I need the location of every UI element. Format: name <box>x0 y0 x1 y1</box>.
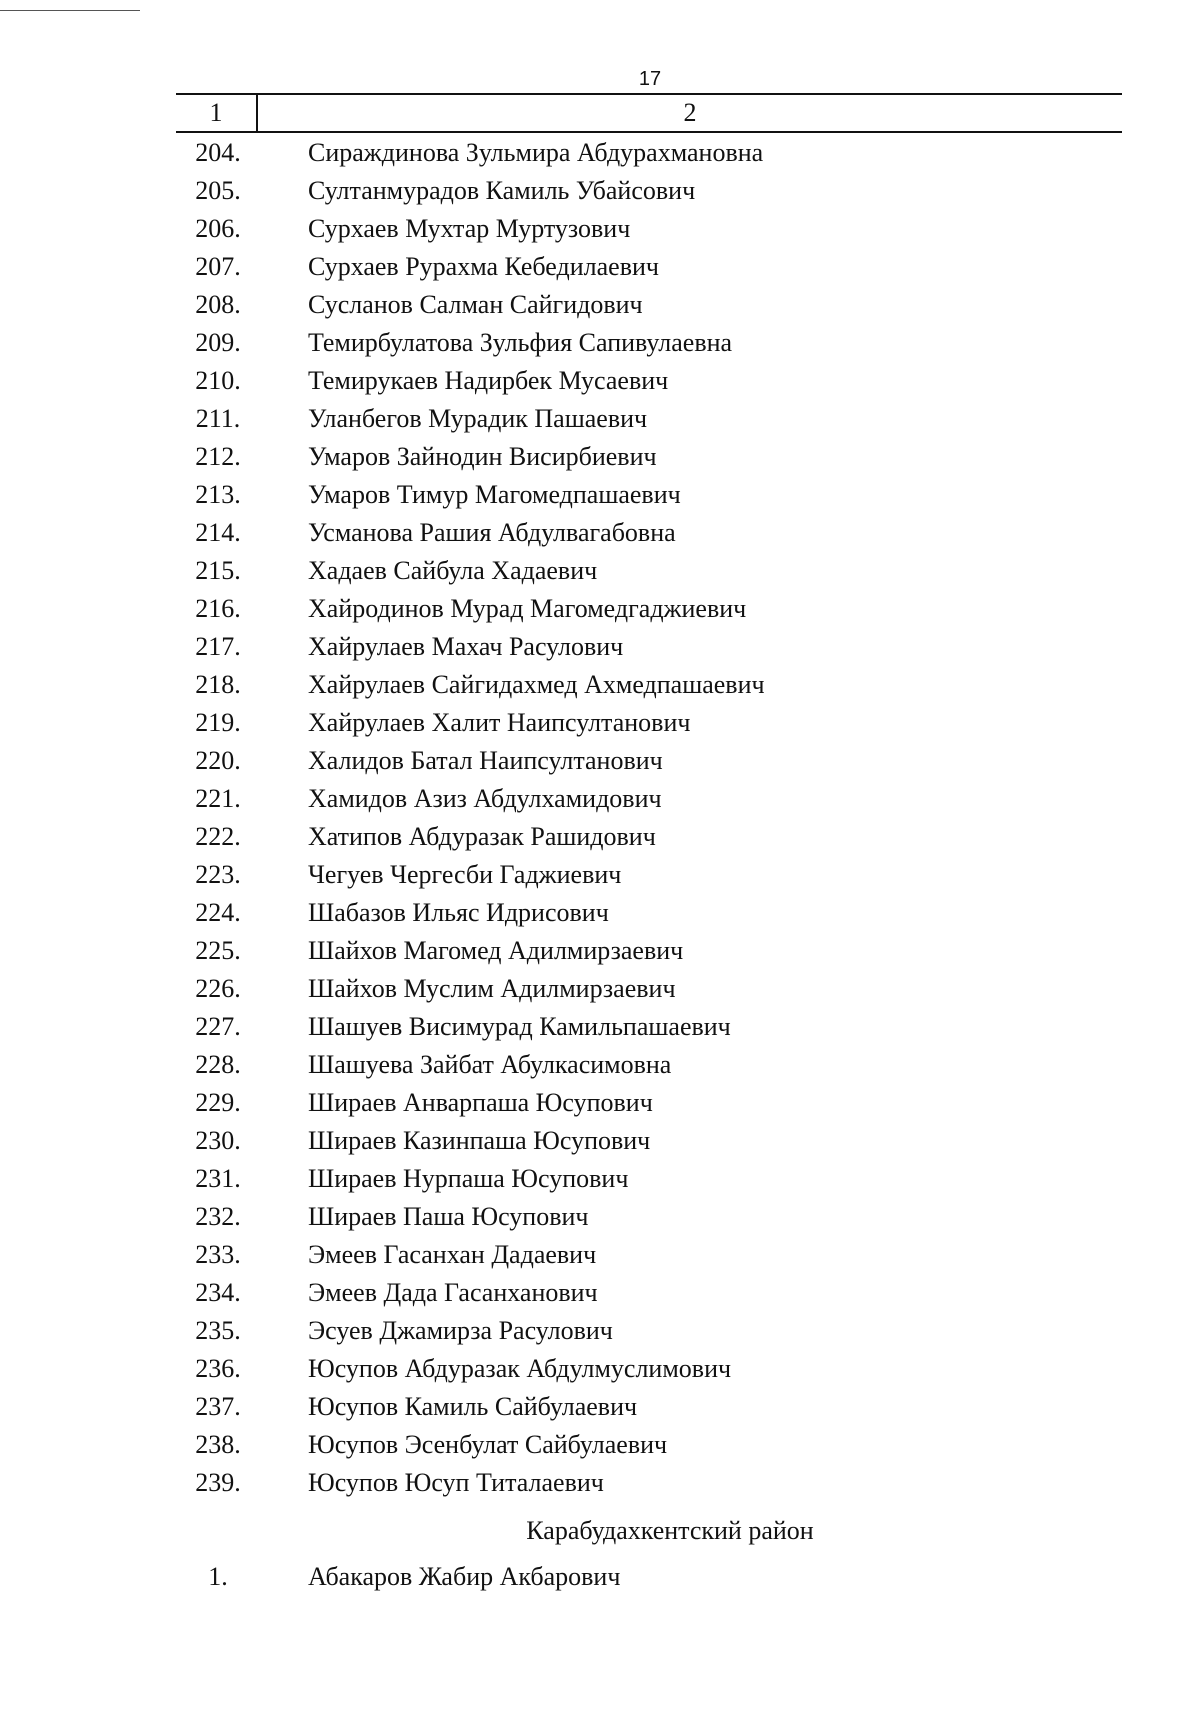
entry-name: Хайрулаев Махач Расулович <box>308 632 624 661</box>
entry-number: 208. <box>195 290 241 319</box>
entry-name: Эсуев Джамирза Расулович <box>308 1316 613 1345</box>
entries-list <box>0 134 1200 1502</box>
list-item <box>0 742 1200 780</box>
list-item <box>0 1464 1200 1502</box>
entry-name: Усманова Рашия Абдулвагабовна <box>308 518 676 547</box>
list-item <box>0 514 1200 552</box>
entry-name: Юсупов Эсенбулат Сайбулаевич <box>308 1430 668 1459</box>
entry-number: 217. <box>195 632 241 661</box>
entry-name: Шираев Паша Юсупович <box>308 1202 589 1231</box>
list-item <box>0 628 1200 666</box>
entry-number: 222. <box>195 822 241 851</box>
entry-number: 226. <box>195 974 241 1003</box>
list-item <box>0 1198 1200 1236</box>
entry-name: Юсупов Камиль Сайбулаевич <box>308 1392 638 1421</box>
list-item <box>0 172 1200 210</box>
list-item <box>0 1350 1200 1388</box>
list-item <box>0 134 1200 172</box>
entry-name: Султанмурадов Камиль Убайсович <box>308 176 696 205</box>
entry-number: 229. <box>195 1088 241 1117</box>
entry-name: Хамидов Азиз Абдулхамидович <box>308 784 662 813</box>
entry-number: 232. <box>195 1202 241 1231</box>
entry-name: Юсупов Юсуп Титалаевич <box>308 1468 604 1497</box>
entry-number: 239. <box>195 1468 241 1497</box>
entry-name: Чегуев Чергесби Гаджиевич <box>308 860 622 889</box>
list-item <box>0 286 1200 324</box>
entry-name: Умаров Зайнодин Висирбиевич <box>308 442 657 471</box>
entry-name: Сираждинова Зульмира Абдурахмановна <box>308 138 764 167</box>
list-item <box>0 210 1200 248</box>
list-item <box>0 780 1200 818</box>
entry-name: Темирбулатова Зульфия Сапивулаевна <box>308 328 733 357</box>
column-2-header: 2 <box>683 98 697 127</box>
list-item <box>0 1388 1200 1426</box>
entry-name: Шабазов Ильяс Идрисович <box>308 898 609 927</box>
entry-name: Абакаров Жабир Акбарович <box>308 1562 621 1591</box>
entry-name: Хайродинов Мурад Магомедгаджиевич <box>308 594 747 623</box>
list-item <box>0 476 1200 514</box>
list-item <box>0 362 1200 400</box>
list-item <box>0 1046 1200 1084</box>
list-item <box>0 970 1200 1008</box>
entry-name: Уланбегов Мурадик Пашаевич <box>308 404 648 433</box>
list-item <box>0 1122 1200 1160</box>
entry-name: Хайрулаев Халит Наипсултанович <box>308 708 691 737</box>
list-item <box>0 1274 1200 1312</box>
list-item <box>0 932 1200 970</box>
entry-number: 235. <box>195 1316 241 1345</box>
entry-number: 231. <box>195 1164 241 1193</box>
entry-number: 236. <box>195 1354 241 1383</box>
entry-number: 227. <box>195 1012 241 1041</box>
section-heading: Карабудахкентский район <box>526 1516 814 1545</box>
entry-number: 205. <box>195 176 241 205</box>
entry-number: 224. <box>195 898 241 927</box>
entry-number: 206. <box>195 214 241 243</box>
entry-name: Хайрулаев Сайгидахмед Ахмедпашаевич <box>308 670 765 699</box>
list-item <box>0 666 1200 704</box>
entry-number: 211. <box>195 404 241 433</box>
list-item <box>0 438 1200 476</box>
entry-number: 213. <box>195 480 241 509</box>
entry-number: 209. <box>195 328 241 357</box>
entry-name: Хатипов Абдуразак Рашидович <box>308 822 656 851</box>
list-item <box>0 856 1200 894</box>
section-entry-row <box>0 1558 1200 1596</box>
entry-number: 210. <box>195 366 241 395</box>
entry-name: Сусланов Салман Сайгидович <box>308 290 643 319</box>
list-item <box>0 590 1200 628</box>
entry-number: 230. <box>195 1126 241 1155</box>
list-item <box>0 1236 1200 1274</box>
entry-number: 219. <box>195 708 241 737</box>
list-item <box>0 552 1200 590</box>
entry-number: 238. <box>195 1430 241 1459</box>
entry-name: Эмеев Дада Гасанханович <box>308 1278 598 1307</box>
entry-name: Сурхаев Рурахма Кебедилаевич <box>308 252 659 281</box>
entry-number: 237. <box>195 1392 241 1421</box>
entry-name: Хадаев Сайбула Хадаевич <box>308 556 598 585</box>
entry-number: 214. <box>195 518 241 547</box>
entry-number: 212. <box>195 442 241 471</box>
entry-number: 233. <box>195 1240 241 1269</box>
list-item <box>0 248 1200 286</box>
list-item <box>0 704 1200 742</box>
entry-number: 220. <box>195 746 241 775</box>
entry-name: Шашуев Висимурад Камильпашаевич <box>308 1012 731 1041</box>
entry-number: 223. <box>195 860 241 889</box>
column-1-header: 1 <box>209 98 223 127</box>
entry-name: Умаров Тимур Магомедпашаевич <box>308 480 681 509</box>
entry-name: Шираев Нурпаша Юсупович <box>308 1164 629 1193</box>
entry-name: Шираев Анварпаша Юсупович <box>308 1088 653 1117</box>
list-item <box>0 1008 1200 1046</box>
entry-name: Шашуева Зайбат Абулкасимовна <box>308 1050 672 1079</box>
entry-number: 228. <box>195 1050 241 1079</box>
entry-number: 221. <box>195 784 241 813</box>
page-number: 17 <box>638 68 662 90</box>
scan-edge-mark <box>0 10 140 11</box>
entry-number: 234. <box>195 1278 241 1307</box>
entry-name: Эмеев Гасанхан Дадаевич <box>308 1240 597 1269</box>
entry-name: Сурхаев Мухтар Муртузович <box>308 214 631 243</box>
entry-number: 1. <box>208 1562 228 1591</box>
list-item <box>0 1426 1200 1464</box>
entry-name: Юсупов Абдуразак Абдулмуслимович <box>308 1354 732 1383</box>
entry-number: 207. <box>195 252 241 281</box>
entry-number: 216. <box>195 594 241 623</box>
list-item <box>0 1084 1200 1122</box>
entry-number: 215. <box>195 556 241 585</box>
list-item <box>0 894 1200 932</box>
list-item <box>0 818 1200 856</box>
list-item <box>0 1160 1200 1198</box>
entry-name: Халидов Батал Наипсултанович <box>308 746 663 775</box>
entry-number: 225. <box>195 936 241 965</box>
list-item <box>0 400 1200 438</box>
entry-name: Шираев Казинпаша Юсупович <box>308 1126 651 1155</box>
entry-number: 218. <box>195 670 241 699</box>
entry-name: Шайхов Магомед Адилмирзаевич <box>308 936 684 965</box>
entry-name: Шайхов Муслим Адилмирзаевич <box>308 974 676 1003</box>
list-item <box>0 1312 1200 1350</box>
entry-number: 204. <box>195 138 241 167</box>
header-bottom-rule <box>176 131 1122 133</box>
list-item <box>0 324 1200 362</box>
entry-name: Темирукаев Надирбек Мусаевич <box>308 366 669 395</box>
table-header <box>176 93 1122 134</box>
